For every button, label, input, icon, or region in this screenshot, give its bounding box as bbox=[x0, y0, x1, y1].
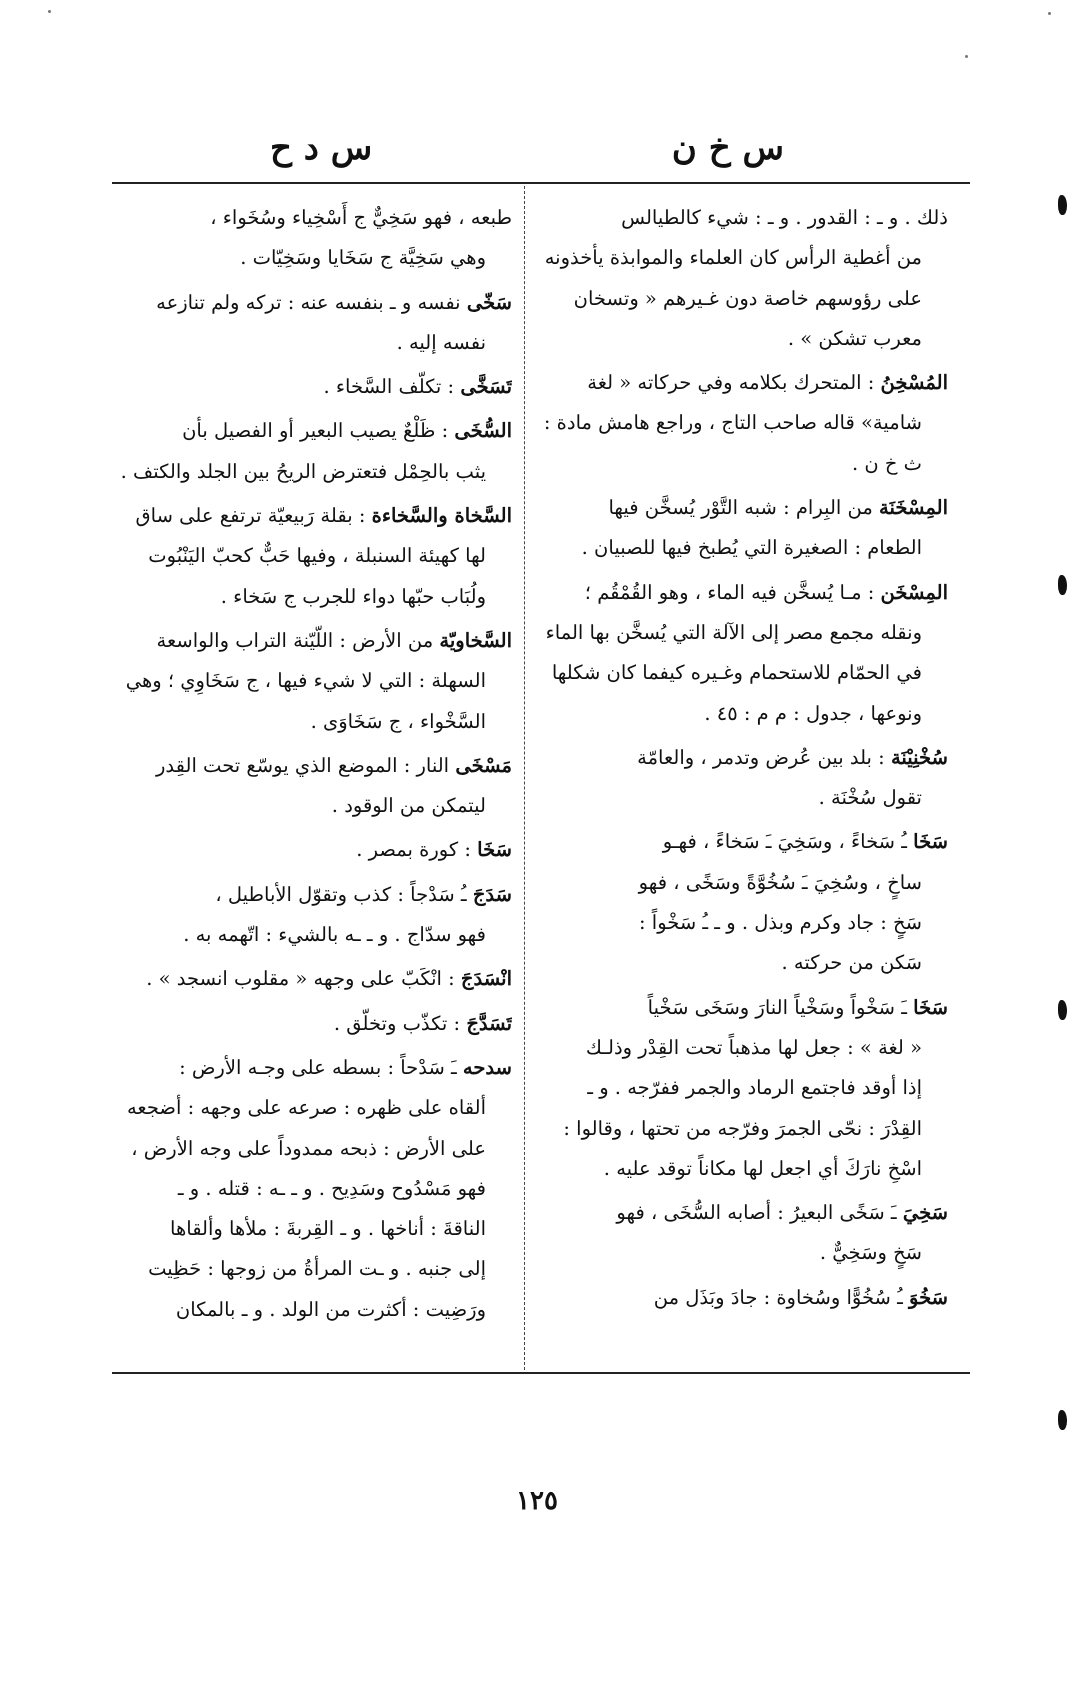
entry-line bbox=[540, 363, 948, 403]
entry-text: سَخٍ : جاد وكرم وبذل . و ـ ـُ سَخْواً : bbox=[639, 911, 922, 935]
entry-text: السهلة : التي لا شيء فيها ، ج سَخَاوِي ؛ وهي bbox=[125, 669, 486, 693]
entry-text: لها كهيئة السنبلة ، وفيها حَبٌّ كحبّ اليَنْبُوت bbox=[148, 544, 486, 568]
entry-text: الطعام : الصغيرة التي يُطبخ فيها للصبيان . bbox=[581, 536, 922, 560]
entry-headword: المُسْخِنُ bbox=[880, 371, 948, 395]
entry-line bbox=[540, 573, 948, 613]
entry-text: ليتمكن من الوقود . bbox=[331, 794, 486, 818]
entry-line bbox=[540, 319, 948, 359]
entry-line bbox=[100, 915, 512, 955]
entry-text: ساخٍ ، وسُخِيَ ـَ سُخُوَّةً وسَخًى ، فهو bbox=[638, 870, 922, 894]
column-divider bbox=[524, 186, 525, 1370]
margin-mark bbox=[1058, 575, 1067, 595]
entry-line bbox=[100, 411, 512, 451]
dictionary-entry bbox=[100, 198, 512, 279]
entry-text: ـُ سُخُوًّا وسُخاوة : جادَ وبَذَل من bbox=[653, 1285, 903, 1309]
entry-text: : ظَلْعٌ يصيب البعير أو الفصيل بأن bbox=[182, 419, 449, 443]
entry-headword: السَّخاة والسَّخاءة bbox=[371, 504, 512, 528]
entry-text: فهو مَسْدُوح وسَدِيح . و ـ ـه : قتله . و ـ bbox=[177, 1176, 486, 1200]
entry-line bbox=[100, 198, 512, 238]
entry-line bbox=[540, 653, 948, 693]
header-rule bbox=[112, 182, 970, 184]
entry-line bbox=[540, 863, 948, 903]
right-column-title: س خ ن bbox=[671, 128, 784, 168]
dictionary-entry bbox=[540, 573, 948, 734]
entry-line bbox=[100, 959, 512, 999]
entry-line bbox=[100, 1249, 512, 1289]
footer-rule bbox=[112, 1372, 970, 1374]
entry-text: من الأرض : اللّيّنة التراب والواسعة bbox=[156, 628, 434, 652]
entry-text: ألقاه على ظهره : صرعه على وجهه : أضجعه bbox=[126, 1096, 486, 1120]
entry-line bbox=[540, 488, 948, 528]
entry-text: سَكن من حركته . bbox=[781, 951, 922, 975]
entry-headword: المِسْخَنَة bbox=[879, 496, 948, 520]
entry-line bbox=[100, 367, 512, 407]
dictionary-entry bbox=[540, 822, 948, 983]
entry-text: : تكلّف السَّخاء . bbox=[323, 375, 455, 399]
entry-headword: سَخِيَ bbox=[902, 1201, 948, 1225]
entry-line bbox=[540, 198, 948, 238]
entry-line bbox=[100, 323, 512, 363]
entry-line bbox=[100, 1004, 512, 1044]
entry-text: ـُ سَخاءً ، وسَخِيَ ـَ سَخاءً ، فهـو bbox=[662, 830, 907, 854]
entry-headword: سَخَا bbox=[913, 830, 948, 854]
entry-headword: سَخَا bbox=[913, 995, 948, 1019]
entry-line bbox=[540, 403, 948, 443]
entry-text: تقول سُخْنَة . bbox=[818, 786, 922, 810]
entry-line bbox=[540, 822, 948, 862]
dictionary-entry bbox=[100, 367, 512, 407]
entry-text: ذلك . و ـ : القدور . و ـ : شيء كالطيالس bbox=[621, 206, 948, 229]
entry-text: : كورة بمصر . bbox=[356, 838, 471, 862]
entry-line bbox=[540, 738, 948, 778]
right-column bbox=[540, 198, 948, 1322]
entry-text: على رؤوسهم خاصة دون غـيرهم « وتسخان bbox=[573, 286, 922, 310]
dictionary-entry bbox=[540, 988, 948, 1189]
entry-text: : بقلة رَبيعيّة ترتفع على ساق bbox=[135, 504, 366, 528]
entry-line bbox=[100, 702, 512, 742]
entry-text: في الحمّام للاستحمام وغـيره كيفما كان شكلها bbox=[551, 661, 922, 685]
entry-line bbox=[100, 1129, 512, 1169]
entry-line bbox=[100, 1169, 512, 1209]
entry-line bbox=[540, 694, 948, 734]
dictionary-entry bbox=[540, 738, 948, 819]
entry-text: السَّخْواء ، ج سَخَاوَى . bbox=[310, 709, 486, 733]
entry-line bbox=[540, 1109, 948, 1149]
entry-text: يثب بالحِمْل فتعترض الريحُ بين الجلد والكتف . bbox=[120, 459, 486, 483]
scan-speck bbox=[1048, 12, 1051, 15]
left-column-title: س د ح bbox=[270, 128, 373, 168]
entry-text: ونقله مجمع مصر إلى الآلة التي يُسخَّن بها الماء bbox=[545, 620, 922, 644]
entry-headword: السَّخاويّة bbox=[439, 628, 512, 652]
entry-headword: سَخّى bbox=[466, 290, 512, 314]
entry-text: اسْخِ نارَكَ أي اجعل لها مكاناً توقد عليه . bbox=[603, 1156, 922, 1180]
dictionary-entry bbox=[540, 1193, 948, 1274]
entry-line bbox=[540, 238, 948, 278]
entry-line bbox=[540, 1193, 948, 1233]
entry-headword: سَدَجَ bbox=[472, 882, 512, 906]
entry-text: إذا أوقد فاجتمع الرماد والجمر ففرّجه . و ـ bbox=[587, 1076, 922, 1100]
entry-headword: سُخْنِيْنَة bbox=[890, 745, 948, 769]
dictionary-entry bbox=[100, 875, 512, 956]
margin-mark bbox=[1058, 1410, 1067, 1430]
entry-text: القِدْرَ : نحّى الجمرَ وفرّجه من تحتها ، وقالوا : bbox=[563, 1116, 922, 1140]
entry-headword: سَخُوَ bbox=[909, 1285, 948, 1309]
entry-text: على الأرض : ذبحه ممدوداً على وجه الأرض ، bbox=[131, 1136, 486, 1160]
entry-line bbox=[100, 283, 512, 323]
left-column bbox=[100, 198, 512, 1334]
entry-headword: سَخَا bbox=[477, 838, 512, 862]
entry-text: نفسه و ـ بنفسه عنه : تركه ولم تنازعه bbox=[156, 290, 461, 314]
entry-text: ـَ سَخْواً وسَخْياً النارَ وسَخَى سَخْياً bbox=[647, 995, 907, 1019]
entry-line bbox=[540, 1233, 948, 1273]
entry-line bbox=[540, 988, 948, 1028]
entry-text: وهي سَخِيَّة ج سَخَايا وسَخِيّات . bbox=[240, 246, 486, 270]
entry-text: ـَ سَدْحاً : بسطه على وجـه الأرض : bbox=[179, 1055, 457, 1079]
entry-text: سَخٍ وسَخِيٌّ . bbox=[819, 1241, 922, 1265]
entry-line bbox=[100, 1088, 512, 1128]
entry-line bbox=[100, 577, 512, 617]
entry-line bbox=[100, 536, 512, 576]
entry-line bbox=[100, 786, 512, 826]
entry-text: طبعه ، فهو سَخِيٌّ ج أَسْخِياء وسُخَواء ، bbox=[210, 206, 512, 229]
dictionary-entry bbox=[100, 1048, 512, 1330]
entry-headword: سدحه bbox=[462, 1055, 512, 1079]
entry-text: إلى جنبه . و ـت المرأةُ من زوجها : حَظِيت bbox=[148, 1257, 486, 1281]
entry-text: « لغة » : جعل لها مذهباً تحت القِدْر وذلـك bbox=[585, 1035, 922, 1059]
entry-text: الناقةَ : أناخها . و ـ القِربةَ : ملأها وألقاها bbox=[170, 1217, 486, 1241]
dictionary-entry bbox=[100, 746, 512, 827]
entry-headword: انْسَدَجَ bbox=[460, 967, 512, 991]
dictionary-entry bbox=[100, 830, 512, 870]
dictionary-entry bbox=[540, 1278, 948, 1318]
entry-line bbox=[100, 1209, 512, 1249]
entry-text: ولُبَاب حبّها دواء للجرب ج سَخاء . bbox=[220, 584, 486, 608]
dictionary-entry bbox=[100, 1004, 512, 1044]
dictionary-entry bbox=[100, 411, 512, 492]
entry-text: : انْكَبّ على وجهه « مقلوب انسجد » . bbox=[146, 967, 455, 991]
entry-line bbox=[540, 1278, 948, 1318]
entry-line bbox=[540, 1028, 948, 1068]
scan-speck bbox=[48, 10, 51, 13]
entry-line bbox=[540, 528, 948, 568]
entry-line bbox=[100, 1048, 512, 1088]
entry-line bbox=[100, 1290, 512, 1330]
entry-line bbox=[540, 778, 948, 818]
margin-mark bbox=[1058, 1000, 1067, 1020]
entry-line bbox=[540, 279, 948, 319]
entry-text: : تكذّب وتخلّق . bbox=[333, 1011, 461, 1035]
entry-line bbox=[100, 661, 512, 701]
entry-headword: تَسَدَّجَ bbox=[466, 1011, 512, 1035]
entry-line bbox=[100, 830, 512, 870]
entry-line bbox=[540, 444, 948, 484]
entry-line bbox=[100, 238, 512, 278]
entry-text: النار : الموضع الذي يوسّع تحت القِدر bbox=[155, 753, 450, 777]
entry-text: : المتحرك بكلامه وفي حركاته « لغة bbox=[587, 371, 875, 395]
entry-text: ـَ سَخًى البعيرُ : أصابه السُّخَى ، فهو bbox=[616, 1201, 897, 1225]
entry-text: فهو سدّاج . و ـ ـه بالشيء : اتّهمه به . bbox=[183, 923, 486, 947]
entry-headword: المِسْخَن bbox=[880, 580, 948, 604]
entry-line bbox=[540, 613, 948, 653]
dictionary-entry bbox=[100, 283, 512, 364]
dictionary-entry bbox=[540, 488, 948, 569]
entry-line bbox=[100, 452, 512, 492]
entry-text: ث خ ن . bbox=[851, 451, 922, 475]
dictionary-entry bbox=[540, 363, 948, 484]
entry-text: من البِرام : شبه التَّوْر يُسخَّن فيها bbox=[608, 496, 873, 520]
dictionary-entry bbox=[100, 959, 512, 999]
margin-mark bbox=[1058, 195, 1067, 215]
dictionary-entry bbox=[540, 198, 948, 359]
entry-line bbox=[100, 621, 512, 661]
entry-headword: مَسْخَى bbox=[455, 753, 512, 777]
scan-speck bbox=[965, 55, 968, 58]
entry-line bbox=[540, 943, 948, 983]
entry-text: : مـا يُسخَّن فيه الماء ، وهو القُمْقُم ؛ bbox=[584, 580, 875, 604]
entry-line bbox=[540, 1149, 948, 1189]
entry-text: شامية» قاله صاحب التاج ، وراجع هامش مادة : bbox=[543, 411, 922, 435]
entry-text: : بلد بين عُرض وتدمر ، والعامّة bbox=[637, 745, 885, 769]
entry-text: ونوعها ، جدول : م م : ٤٥ . bbox=[704, 701, 922, 725]
entry-text: معرب تشكن » . bbox=[787, 326, 922, 350]
entry-line bbox=[100, 875, 512, 915]
dictionary-entry bbox=[100, 496, 512, 617]
entry-text: نفسه إليه . bbox=[396, 330, 486, 354]
entry-line bbox=[540, 903, 948, 943]
entry-headword: السُّخَى bbox=[454, 419, 512, 443]
dictionary-entry bbox=[100, 621, 512, 742]
entry-headword: تَسَخَّى bbox=[460, 375, 512, 399]
entry-line bbox=[100, 496, 512, 536]
entry-text: من أغطية الرأس كان العلماء والموابذة يأخذونه bbox=[544, 246, 922, 270]
entry-text: ـُ سَدْجاً : كذب وتقوّل الأباطيل ، bbox=[215, 882, 467, 906]
page-number: ١٢٥ bbox=[516, 1486, 558, 1516]
entry-line bbox=[100, 746, 512, 786]
entry-text: ورَضِيت : أكثرت من الولد . و ـ بالمكان bbox=[175, 1297, 486, 1321]
entry-line bbox=[540, 1068, 948, 1108]
